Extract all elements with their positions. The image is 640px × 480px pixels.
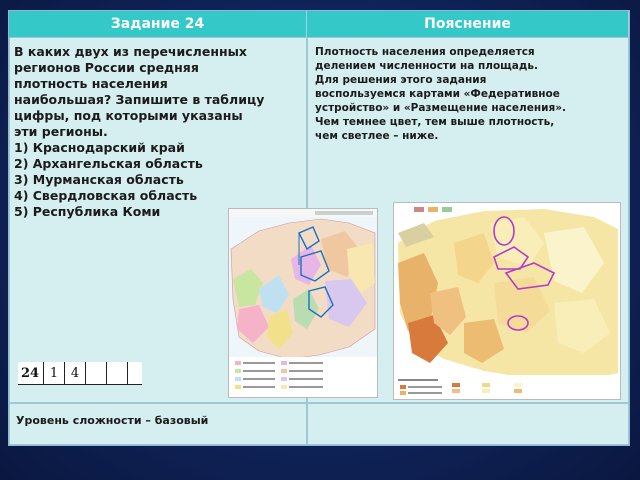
explanation-line: Плотность населения определяется [315, 46, 535, 58]
question-line: эти регионы. [14, 124, 108, 139]
explanation-line: устройство» и «Размещение населения». [315, 102, 566, 114]
explanation-line: чем светлее – ниже. [315, 130, 439, 142]
population-distribution-map [393, 202, 621, 400]
answer-task-number: 24 [21, 365, 40, 381]
federal-structure-map [228, 208, 378, 398]
explanation-line: Чем темнее цвет, тем выше плотность, [315, 116, 555, 128]
task-header: Задание 24 [9, 11, 307, 37]
difficulty-cell [9, 403, 307, 445]
question-line: плотность населения [14, 76, 168, 91]
question-line: наибольшая? Запишите в таблицу [14, 92, 265, 107]
answer-digit: 4 [64, 362, 85, 384]
option-3: 3) Мурманская область [14, 172, 184, 187]
option-1: 1) Краснодарский край [14, 140, 185, 155]
answer-digit [85, 362, 106, 384]
option-2: 2) Архангельская область [14, 156, 203, 171]
option-5: 5) Республика Коми [14, 204, 161, 219]
answer-grid [18, 362, 142, 385]
option-4: 4) Свердловская область [14, 188, 198, 203]
question-line: В каких двух из перечисленных [14, 44, 247, 59]
explanation-line: воспользуемся картами «Федеративное [315, 88, 560, 100]
answer-digit: 1 [43, 362, 64, 384]
explanation-line: Для решения этого задания [315, 74, 487, 86]
difficulty-level: Уровень сложности – базовый [16, 414, 209, 427]
empty-cell [307, 403, 629, 445]
explanation-line: делением численности на площадь. [315, 60, 538, 72]
explanation-text [315, 45, 625, 143]
answer-digit [106, 362, 128, 384]
question-text [14, 44, 304, 220]
explanation-header: Пояснение [307, 11, 629, 37]
question-line: регионов России средняя [14, 60, 199, 75]
question-line: цифры, под которыми указаны [14, 108, 243, 123]
